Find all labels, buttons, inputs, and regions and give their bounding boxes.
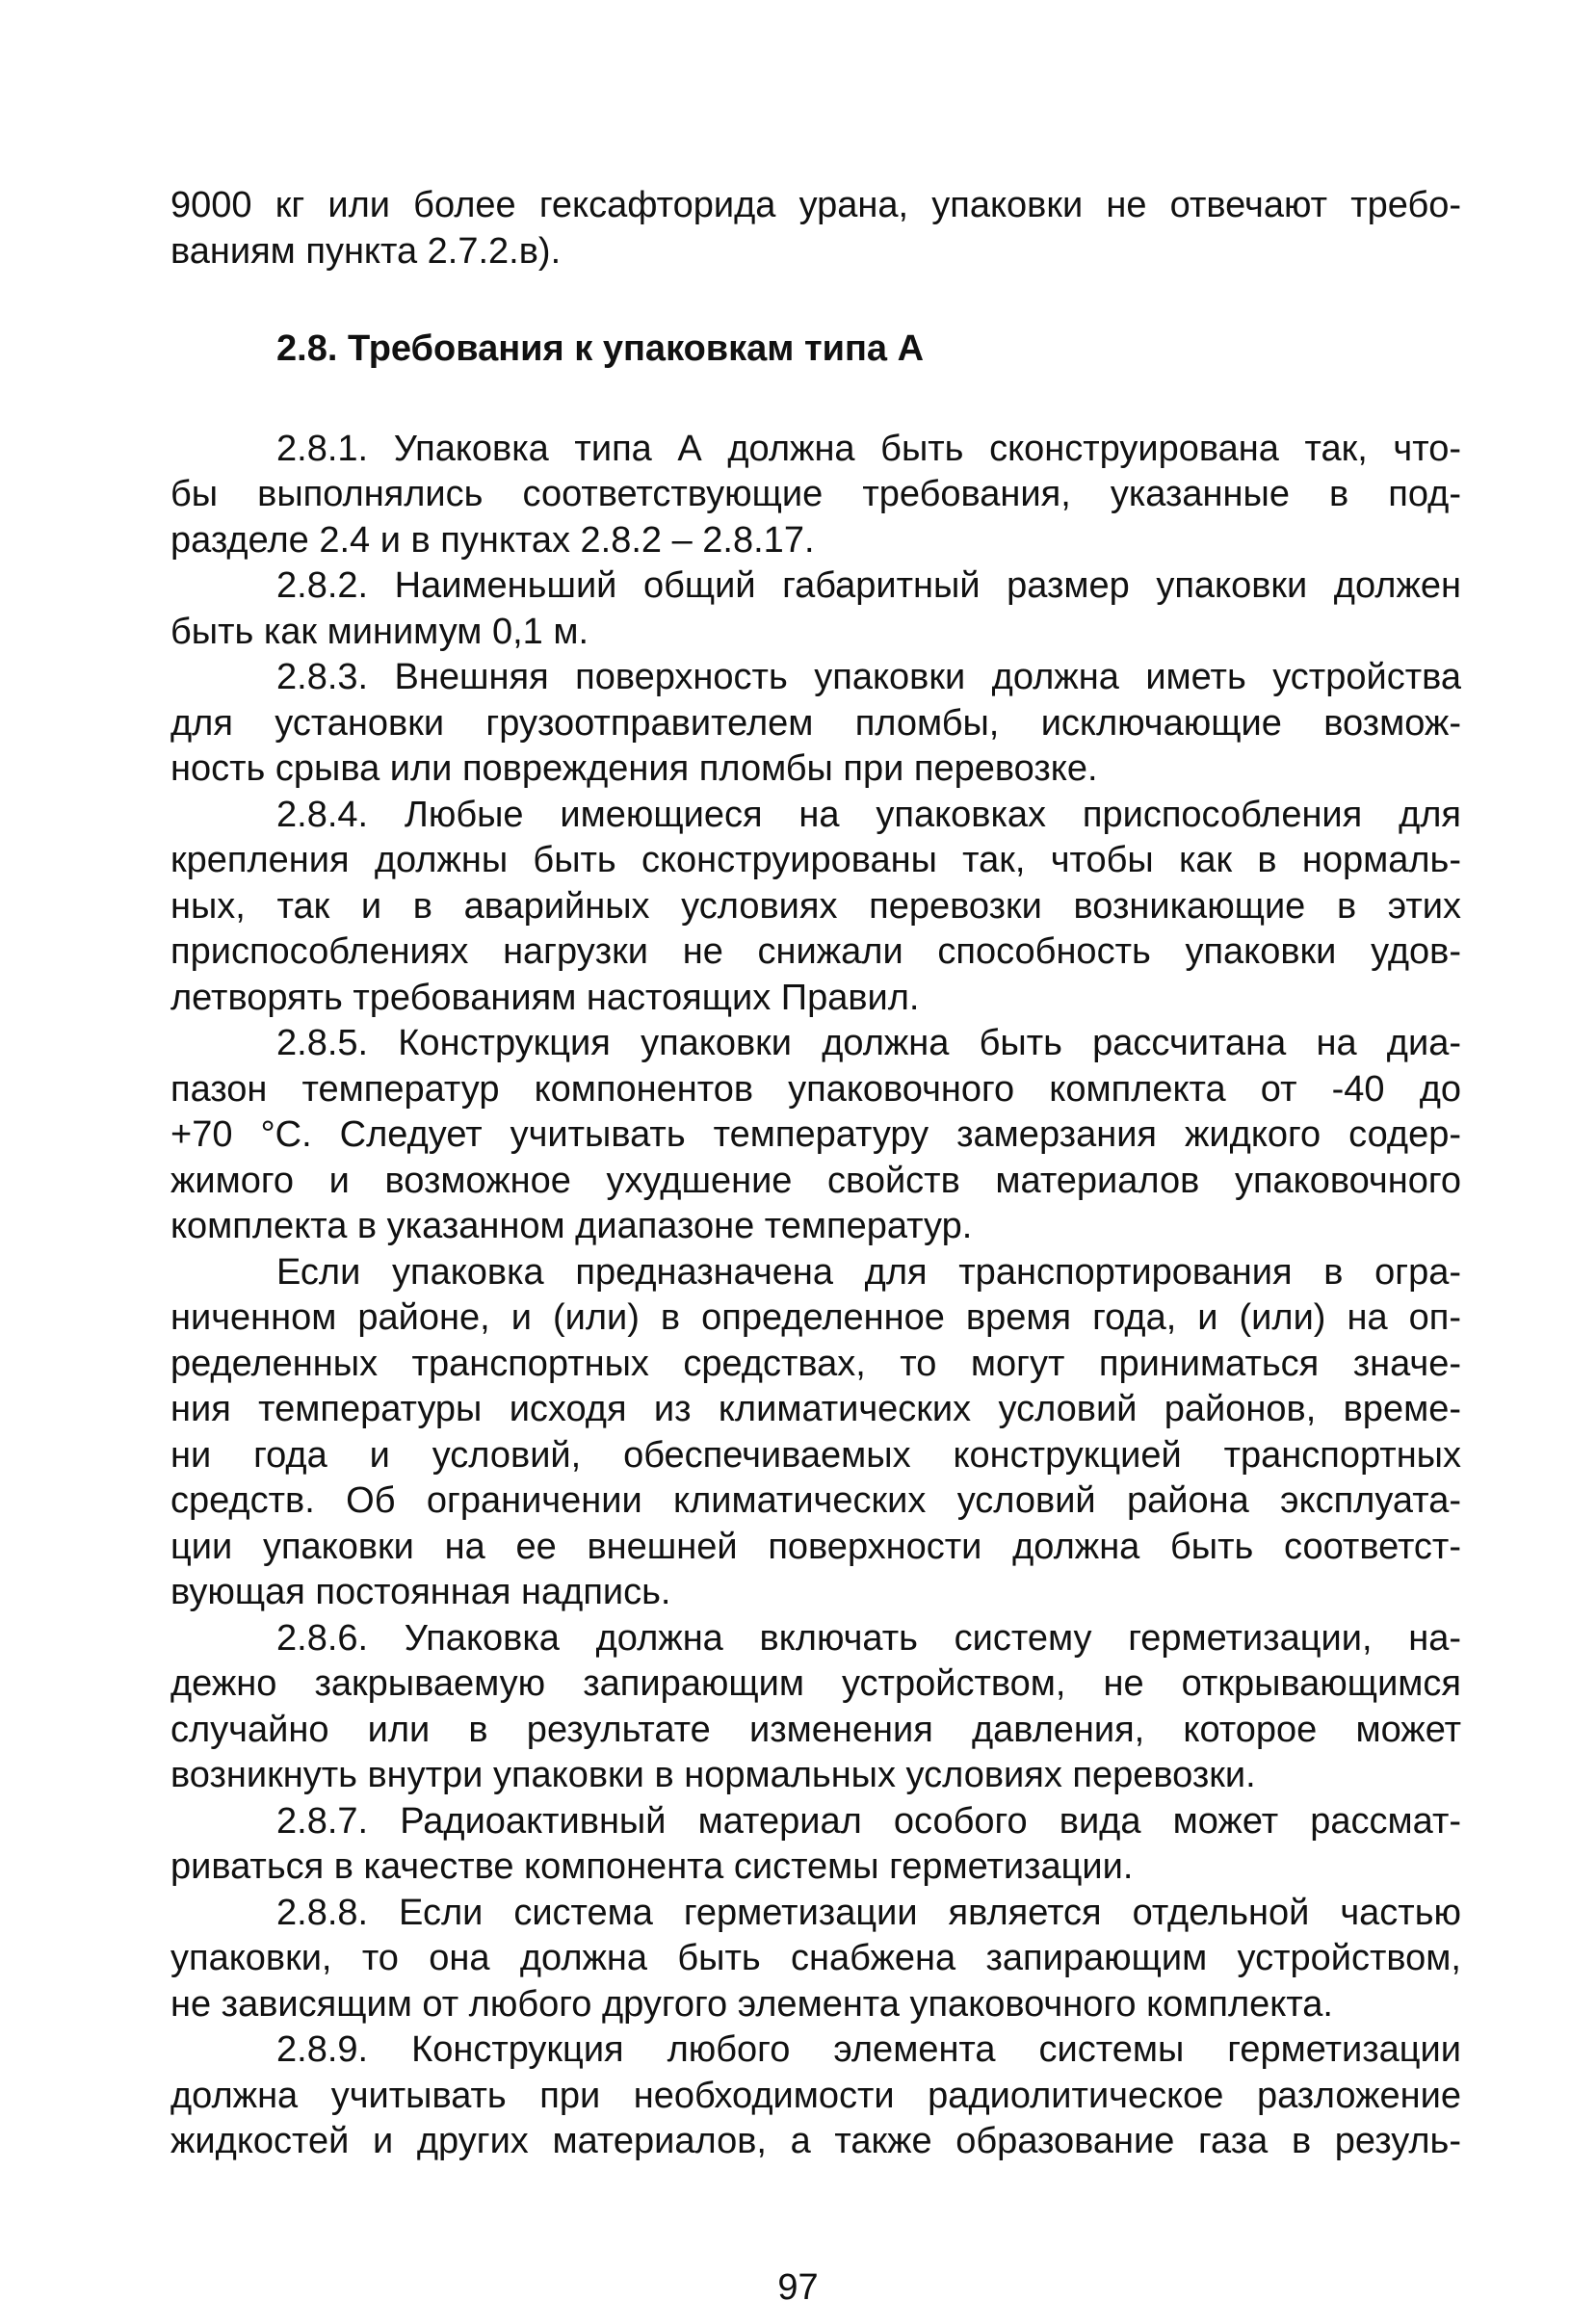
text-line: жидкостей и других материалов, а также образование газа в резуль- [170, 2121, 1461, 2161]
text-line: бы выполнялись соответствующие требования, указанные в под- [170, 474, 1461, 514]
text-line: упаковки, то она должна быть снабжена запирающим устройством, [170, 1938, 1461, 1978]
text-line: для установки грузоотправителем пломбы, исключающие возмож- [170, 702, 1461, 744]
paragraph-2-8-2 [170, 563, 1461, 655]
text-line: ность срыва или повреждения пломбы при перевозке. [170, 748, 1098, 789]
paragraph-2-8-8 [170, 1891, 1461, 2028]
text-line: ределенных транспортных средствах, то могут приниматься значе- [170, 1343, 1461, 1384]
paragraph-2-8-3 [170, 655, 1461, 793]
text-line: ции упаковки на ее внешней поверхности должна быть соответст- [170, 1526, 1461, 1567]
section-title: 2.8. Требования к упаковкам типа А [276, 328, 925, 369]
paragraph-2-8-6 [170, 1616, 1461, 1799]
text-line: +70 °С. Следует учитывать температуру замерзания жидкого содер- [170, 1114, 1461, 1155]
text-line: не зависящим от любого другого элемента упаковочного комплекта. [170, 1983, 1333, 2025]
text-line: ных, так и в аварийных условиях перевозки возникающие в этих [170, 885, 1461, 927]
text-line: 2.8.8. Если система герметизации является отдельной частью [276, 1892, 1461, 1933]
document-page [170, 183, 1461, 2165]
text-line: случайно или в результате изменения давления, которое может [170, 1709, 1461, 1750]
intro-paragraph [170, 183, 1461, 275]
text-line: 2.8.4. Любые имеющиеся на упаковках приспособления для [276, 794, 1461, 835]
text-line: 2.8.3. Внешняя поверхность упаковки должна иметь устройства [276, 657, 1461, 697]
text-line: приспособлениях нагрузки не снижали способность упаковки удов- [170, 931, 1461, 972]
text-line: возникнуть внутри упаковки в нормальных условиях перевозки. [170, 1755, 1256, 1795]
text-line: быть как минимум 0,1 м. [170, 611, 589, 652]
paragraph-2-8-9 [170, 2027, 1461, 2165]
text-line: риваться в качестве компонента системы герметизации. [170, 1846, 1134, 1887]
text-line: дежно закрываемую запирающим устройством, не открывающимся [170, 1663, 1461, 1704]
text-line: Если упаковка предназначена для транспортирования в огра- [276, 1251, 1461, 1293]
text-line: комплекта в указанном диапазоне температур. [170, 1206, 973, 1246]
paragraph-2-8-5 [170, 1021, 1461, 1250]
paragraph-climate [170, 1250, 1461, 1616]
text-line: 2.8.6. Упаковка должна включать систему герметизации, на- [276, 1617, 1461, 1659]
text-line: 2.8.7. Радиоактивный материал особого вида может рассмат- [276, 1800, 1461, 1842]
text-line: летворять требованиям настоящих Правил. [170, 977, 920, 1018]
paragraph-2-8-7 [170, 1799, 1461, 1891]
page-number: 97 [777, 2268, 819, 2301]
text-line: ни года и условий, обеспечиваемых конструкцией транспортных [170, 1434, 1461, 1476]
text-line: вующая постоянная надпись. [170, 1572, 671, 1612]
text-line: ваниям пункта 2.7.2.в). [170, 230, 562, 272]
text-line: жимого и возможное ухудшение свойств материалов упаковочного [170, 1160, 1461, 1201]
text-line: должна учитывать при необходимости радиолитическое разложение [170, 2075, 1461, 2116]
text-line: ния температуры исходя из климатических условий районов, време- [170, 1389, 1461, 1429]
text-line: разделе 2.4 и в пунктах 2.8.2 – 2.8.17. [170, 519, 815, 561]
text-line: пазон температур компонентов упаковочного комплекта от -40 до [170, 1068, 1461, 1110]
text-line: 2.8.5. Конструкция упаковки должна быть рассчитана на диа- [276, 1023, 1461, 1063]
paragraph-2-8-1 [170, 427, 1461, 564]
text-line: ниченном районе, и (или) в определенное время года, и (или) на оп- [170, 1297, 1461, 1338]
text-line: средств. Об ограничении климатических условий района эксплуата- [170, 1480, 1461, 1521]
text-line: крепления должны быть сконструированы так, чтобы как в нормаль- [170, 840, 1461, 880]
text-line: 2.8.2. Наименьший общий габаритный размер упаковки должен [276, 565, 1461, 606]
text-line: 2.8.1. Упаковка типа А должна быть сконструирована так, что- [276, 428, 1461, 469]
text-line: 9000 кг или более гексафторида урана, упаковки не отвечают требо- [170, 185, 1461, 225]
text-line: 2.8.9. Конструкция любого элемента системы герметизации [276, 2029, 1461, 2070]
paragraph-2-8-4 [170, 793, 1461, 1022]
